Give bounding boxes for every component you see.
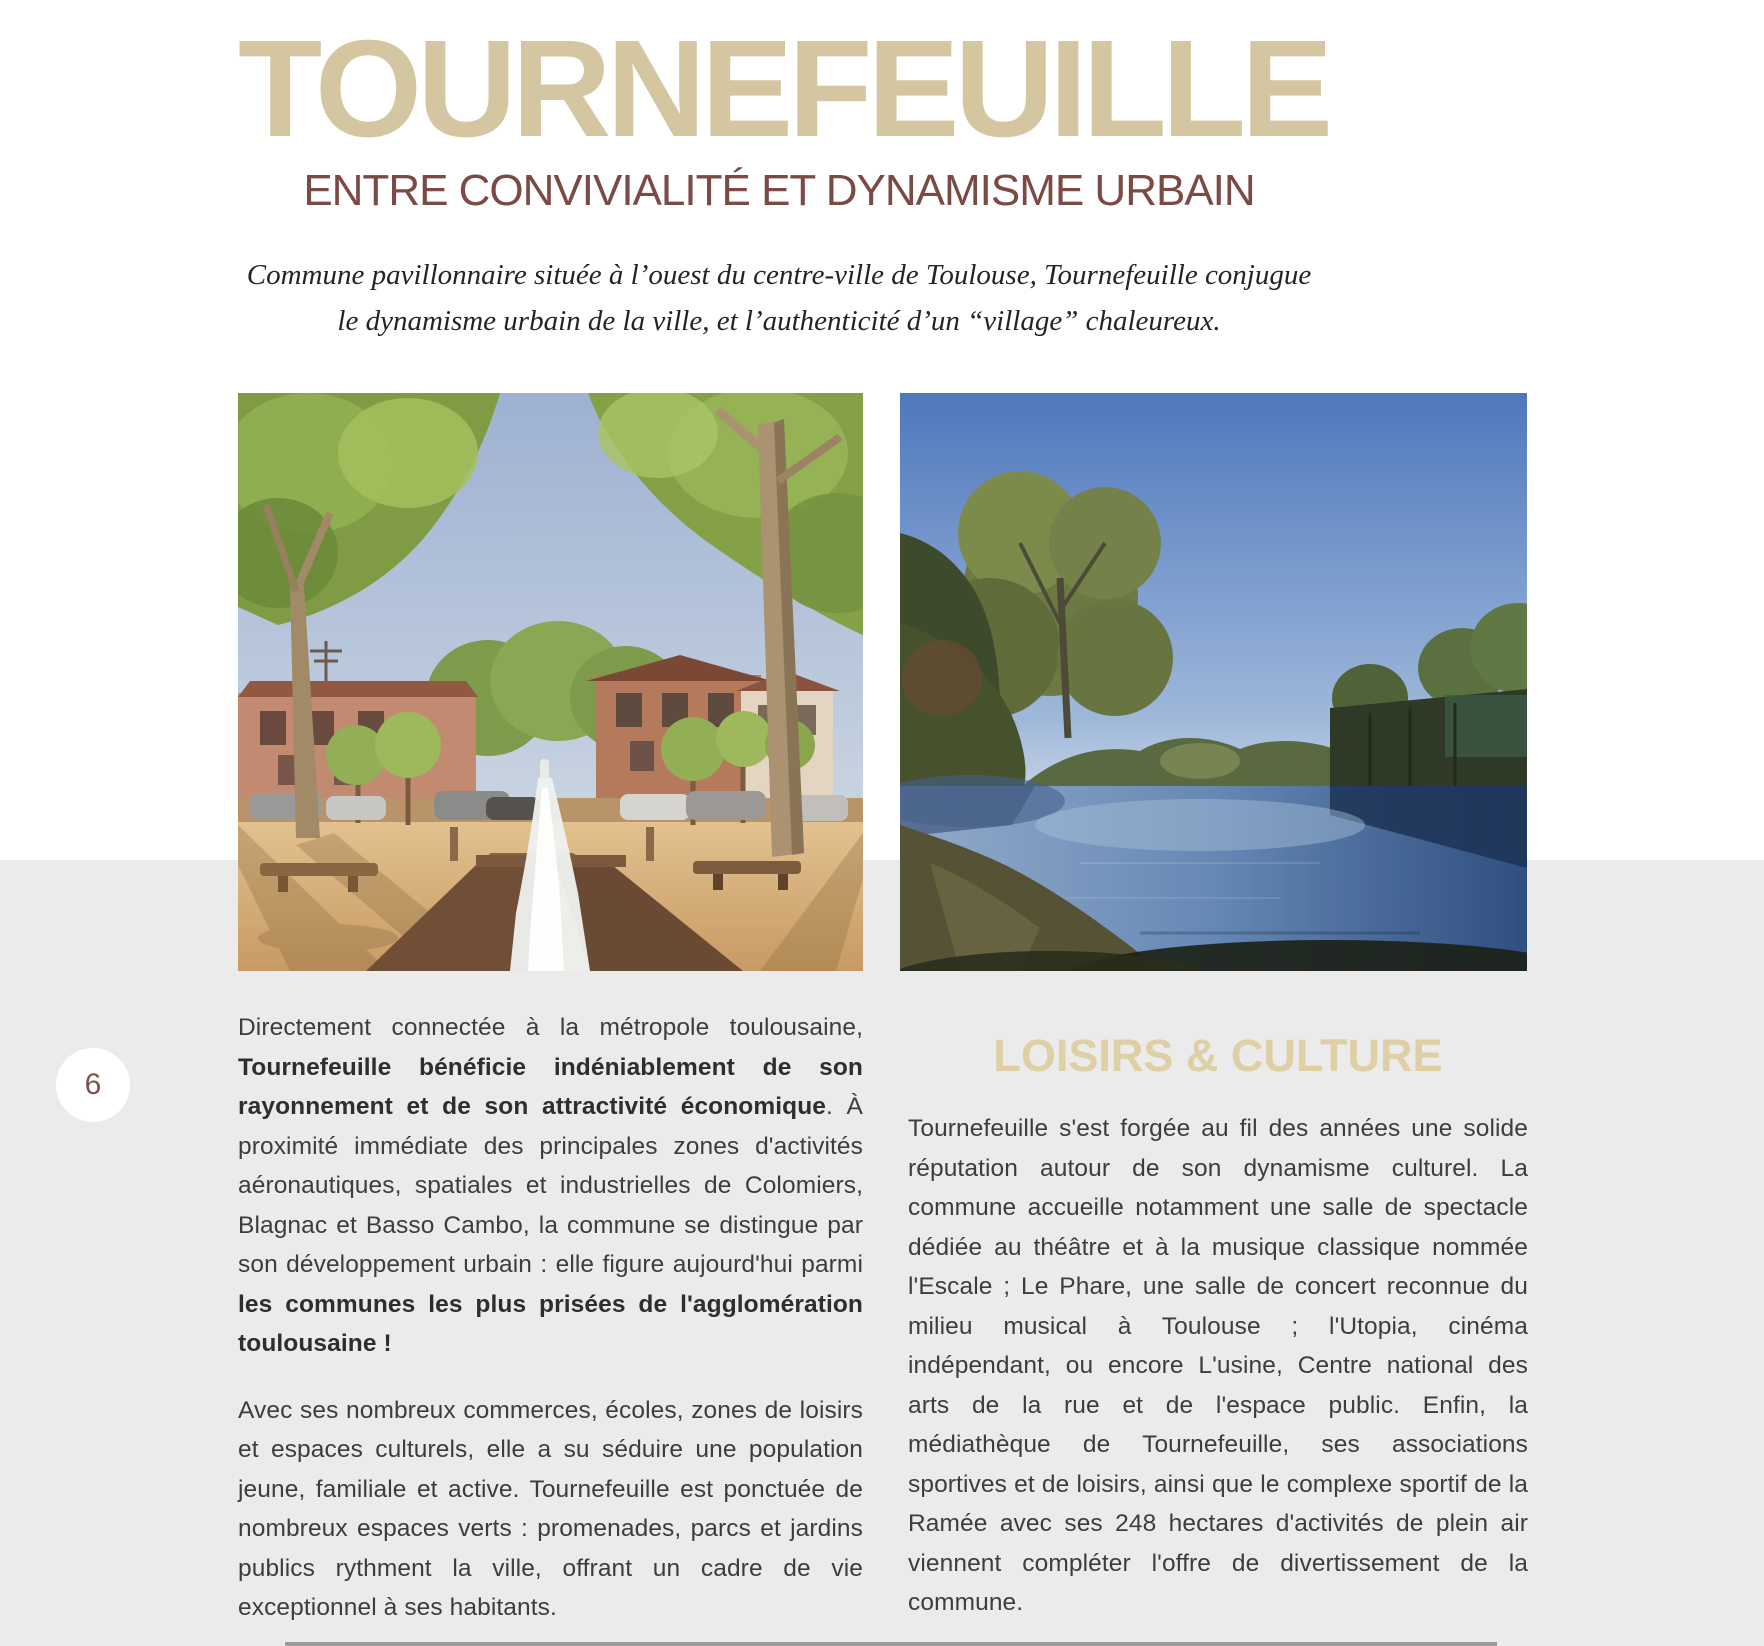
left-paragraph-2: Avec ses nombreux commerces, écoles, zones de loisirs et espaces culturels, elle a su séduire une population jeune, familiale et active. Tournefeuille est ponctuée de nombreux espaces verts : promenades, parcs et jardins publics rythment la ville, offrant un cadre de vie exceptionnel à ses habitants.	[238, 1396, 863, 1621]
right-paragraph-1: Tournefeuille s'est forgée au fil des années une solide réputation autour de son dynamisme culturel. La commune accueille notamment une salle de spectacle dédiée au théâtre et à la musique classique nommée l'Escale ; Le Phare, une salle de concert reconnue du milieu musical à Toulouse ; l'Utopia, cinéma indépendant, ou encore L'usine, Centre national des arts de la rue et de l'espace public. Enfin, la médiathèque de Tournefeuille, ses associations sportives et de loisirs, ainsi que le complexe sportif de la Ramée avec ses 248 hectares d'activités de plein air viennent compléter l'offre de divertissement de la commune.	[908, 1115, 1528, 1617]
photo-plaza-fountain	[238, 393, 863, 971]
left-column	[238, 1008, 863, 1628]
intro-line-2: le dynamisme urbain de la ville, et l’authenticité d’un “village” chaleureux.	[337, 305, 1221, 337]
treeline-highlight	[1160, 743, 1240, 779]
left-paragraph-1	[238, 1008, 863, 1364]
text-run-bold: Tournefeuille bénéficie indéniablement de son rayonnement et de son attractivité économique	[238, 1053, 863, 1120]
intro-text	[238, 252, 1320, 344]
plaza-fountain-illustration	[238, 393, 863, 971]
page-title: TOURNEFEUILLE	[238, 12, 1329, 166]
text-run: Directement connectée à la métropole toulousaine,	[238, 1014, 863, 1041]
page-bottom-rule	[285, 1642, 1497, 1646]
section-heading-loisirs-culture: LOISIRS & CULTURE	[993, 1030, 1443, 1081]
page-number-badge	[56, 1048, 130, 1122]
page-subtitle: ENTRE CONVIVIALITÉ ET DYNAMISME URBAIN	[303, 165, 1255, 215]
page-number: 6	[84, 1068, 102, 1101]
right-column	[908, 1032, 1528, 1623]
river-illustration	[900, 393, 1527, 971]
page-header	[238, 12, 1329, 216]
text-run: . À proximité immédiate des principales zones d'activités aéronautiques, spatiales et industrielles de Colomiers, Blagnac et Basso Cambo, la commune se distingue par son développement urbain : elle figure aujourd'hui parmi	[238, 1093, 863, 1278]
photo-river	[900, 393, 1527, 971]
intro-line-1: Commune pavillonnaire située à l’ouest du centre-ville de Toulouse, Tournefeuille conjugue	[246, 259, 1312, 291]
text-run-bold: les communes les plus prisées de l'agglomération toulousaine !	[238, 1290, 863, 1357]
